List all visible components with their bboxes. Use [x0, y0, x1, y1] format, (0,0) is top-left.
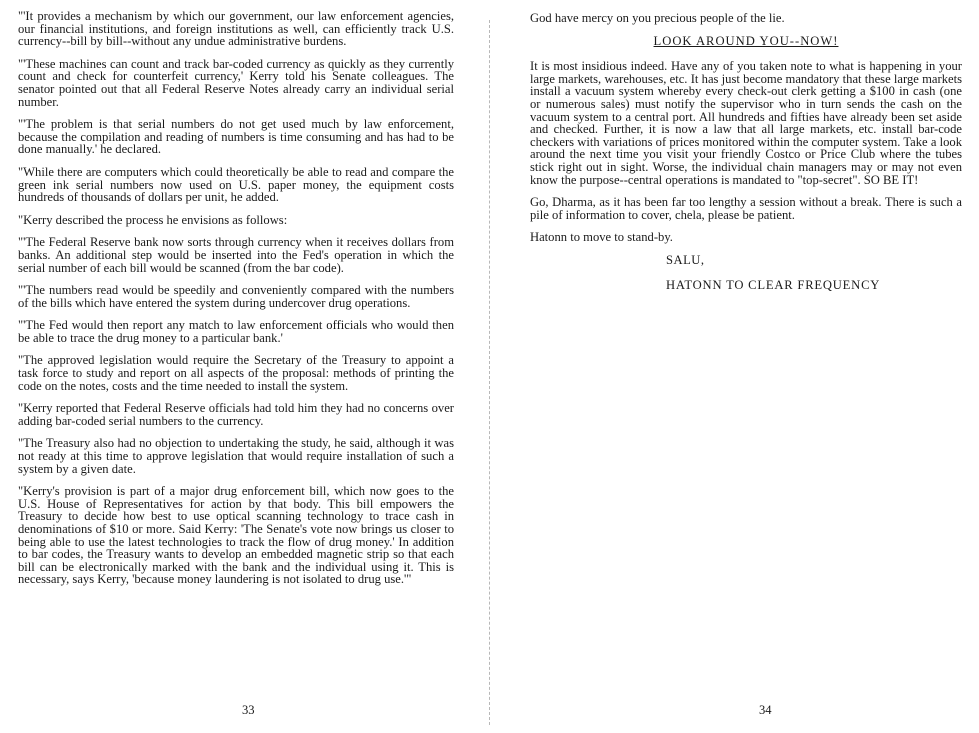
- left-paragraph-2: "'These machines can count and track bar-coded currency as quickly as they currently count and check for counterfeit currency,' Kerry told his Senate colleagues. The senator pointed out that all Federal Reserve Notes already carry an individual serial number.: [18, 56, 454, 109]
- book-gutter: [489, 20, 490, 725]
- left-paragraph-4: "While there are computers which could theoretically be able to read and compare the green ink serial numbers now used on U.S. paper money, the equipment costs hundreds of thousands of dollars per unit, he added.: [18, 164, 454, 205]
- right-paragraph-3: Hatonn to move to stand-by.: [530, 230, 673, 245]
- section-heading: LOOK AROUND YOU--NOW!: [653, 33, 839, 48]
- right-paragraph-1: It is most insidious indeed. Have any of you taken note to what is happening in your large markets, warehouses, etc. It has just become mandatory that these large markets install a vacuum system whereby every check-out clerk getting a $100 in cash (one or numerous sales) must notify the supervisor who in turn sends the cash on the vacuum system to a central port. All hundreds and fifties have already been set aside and checked. Further, it is now a law that all large markets, etc. install bar-code checkers with variations of prices monitored within the computer system. Take a look around the next time you visit your friendly Costco or Price Club where the tubes stick right out in sight. Worse, the individual chain managers may or may not even know the purpose--central operations is mandated to "top-secret". SO BE IT!: [530, 59, 962, 187]
- left-paragraph-10: "Kerry reported that Federal Reserve officials had told him they had no concerns over adding bar-coded serial numbers to the currency.: [18, 401, 454, 428]
- left-page-number: 33: [242, 703, 255, 717]
- right-paragraph-2: Go, Dharma, as it has been far too lengthy a session without a break. There is such a pile of information to cover, chela, please be patient.: [530, 195, 962, 222]
- left-paragraph-3: "'The problem is that serial numbers do not get used much by law enforcement, because the compilation and reading of numbers is time consuming and has had to be done manually.' he declared.: [18, 117, 454, 157]
- right-page-number: 34: [759, 703, 772, 717]
- closing-line: HATONN TO CLEAR FREQUENCY: [666, 277, 881, 292]
- left-paragraph-8: "'The Fed would then report any match to law enforcement officials who would then be able to trace the drug money to a particular bank.': [18, 318, 454, 345]
- left-page-text: [18, 10, 454, 596]
- right-page-text: [530, 10, 962, 303]
- left-paragraph-12: "Kerry's provision is part of a major drug enforcement bill, which now goes to the U.S. House of Representatives for action by that body. This bill empowers the Treasury to decide how best to use optical scanning technology to trace cash in denominations of $10 or more. Said Kerry: 'The Senate's vote now brings us closer to being able to use the latest technologies to track the flow of drug money.' In addition to bar codes, the Treasury wants to develop an embedded magnetic strip so that each bill can be electronically marked with the bank and the individual using it. This is necessary, says Kerry, 'because money laundering is not isolated to drug use.'": [18, 484, 454, 587]
- left-paragraph-6: "'The Federal Reserve bank now sorts through currency when it receives dollars from banks. An additional step would be inserted into the Fed's operation in which the serial number of each bill would be scanned (from the bar code).: [18, 235, 454, 275]
- left-paragraph-5: "Kerry described the process he envisions as follows:: [18, 212, 288, 227]
- left-paragraph-11: "The Treasury also had no objection to undertaking the study, he said, although it was not ready at this time to approve legislation that would require installation of such a system by a given date.: [18, 436, 454, 476]
- left-paragraph-1: "'It provides a mechanism by which our government, our law enforcement agencies, our financial institutions, and foreign institutions as well, can efficiently track U.S. currency--bill by bill--without any undue administrative burdens.: [18, 9, 454, 49]
- left-paragraph-7: "'The numbers read would be speedily and conveniently compared with the numbers of the bills which have entered the system during undercover drug operations.: [18, 283, 454, 310]
- left-page: [0, 0, 488, 733]
- left-paragraph-9: "The approved legislation would require the Secretary of the Treasury to appoint a task force to study and report on all aspects of the proposal: methods of printing the code on the notes, costs and the time needed to install the system.: [18, 353, 454, 393]
- right-opening-line: God have mercy on you precious people of the lie.: [530, 11, 785, 25]
- salutation: SALU,: [666, 252, 705, 267]
- right-page: [492, 0, 979, 733]
